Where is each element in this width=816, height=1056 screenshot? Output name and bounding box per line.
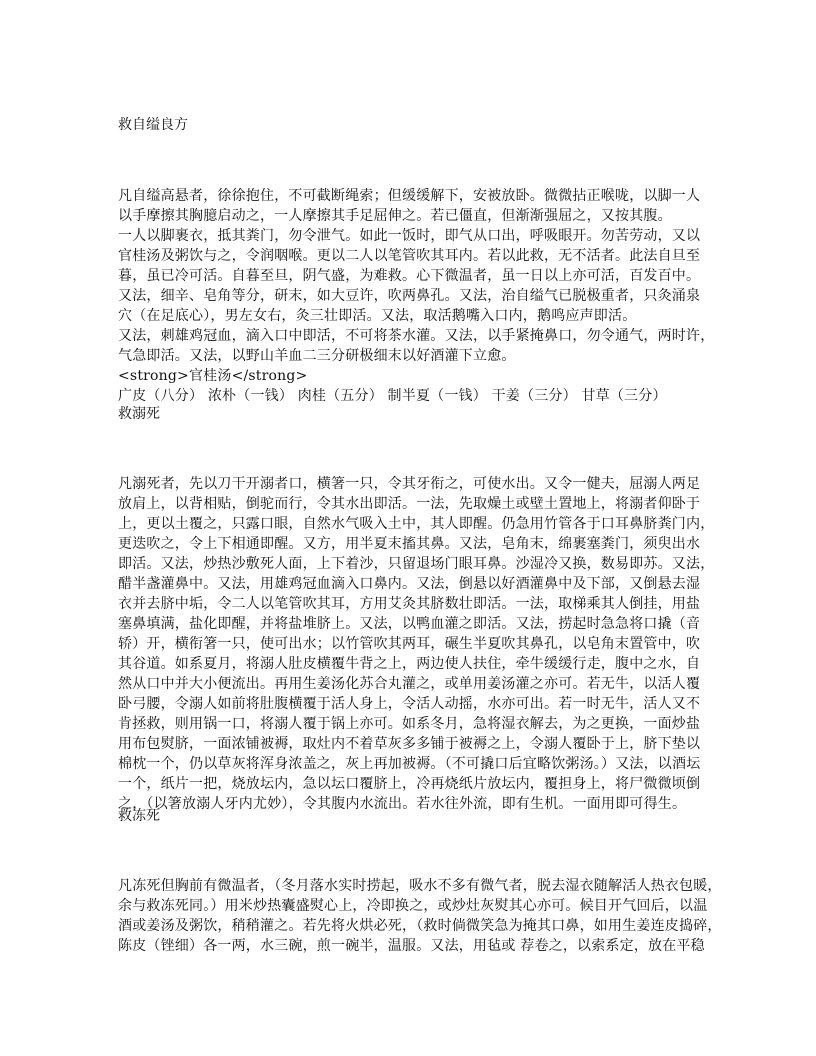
text-line: 衣并去脐中垢，令二人以笔管吹其耳，方用艾灸其脐数壮即活。一法，取梯乘其人倒挂，用盐	[118, 596, 701, 612]
text-line: 又法，刺雄鸡冠血，滴入口中即活，不可将茶水灌。又法，以手紧掩鼻口，勿令通气，两时许，	[118, 328, 715, 344]
text-line: 暮，虽已冷可活。自暮至旦，阴气盛，为难救。心下微温者，虽一日以上亦可活，百发百中。	[118, 268, 701, 284]
section-title-drowning-rescue: 救溺死	[118, 406, 160, 422]
text-line: 气急即活。又法，以野山羊血二三分研极细末以好酒灌下立愈。	[118, 348, 516, 364]
section-title-hanging-rescue: 救自缢良方	[118, 117, 188, 133]
section-body-hanging-rescue	[118, 186, 715, 406]
text-line: 棉枕一个，仍以草灰将浑身浓盖之，灰上再加被褥。（不可撬口后宜略饮粥汤。）又法，以酒坛	[118, 756, 701, 772]
text-line: 余与救冻死同。）用米炒热囊盛熨心上，冷即换之，或炒灶灰熨其心亦可。候目开气回后，以温	[118, 898, 708, 914]
text-line: 一人以脚裹衣，抵其粪门，勿令泄气。如此一饭时，即气从口出，呼吸眼开。勿苦劳动，又以	[118, 228, 701, 244]
text-line: 官桂汤及粥饮与之，令润咽喉。更以二人以笔管吹其耳内。若以此救，无不活者。此法自旦至	[118, 248, 701, 264]
text-line: 又法，细辛、皂角等分，研末，如大豆许，吹两鼻孔。又法，治自缢气已脱极重者，只灸涌泉	[118, 288, 701, 304]
text-line: 凡自缢高悬者，徐徐抱住，不可截断绳索；但缓缓解下，安被放卧。微微拈正喉咙，以脚一人	[118, 188, 701, 204]
text-line: 一个，纸片一把，烧放坛内，急以坛口覆脐上，冷再烧纸片放坛内，覆担身上，将尸微微顷倒	[118, 776, 701, 792]
text-line: 凡溺死者，先以刀干开溺者口，横箸一只，令其牙衔之，可使水出。又令一健夫，屈溺人两足	[118, 476, 701, 492]
text-line: 放肩上，以背相贴，倒驼而行，令其水出即活。一法，先取燥土或壁土置地上，将溺者仰卧于	[118, 496, 701, 512]
text-line: 之，（以箸放溺人牙内尤妙），令其腹内水流出。若水往外流，即有生机。一面用即可得生。	[118, 796, 687, 812]
text-line: 凡冻死但胸前有微温者，（冬月落水实时捞起，吸水不多有微气者，脱去湿衣随解活人热衣包暖，	[118, 878, 722, 894]
text-line: 更迭吹之，令上下相通即醒。又方，用半夏末搐其鼻。又法，皂角末，绵裹塞粪门，须臾出水	[118, 536, 701, 552]
section-body-drowning-rescue	[118, 474, 715, 814]
section-title-freezing-rescue: 救冻死	[118, 808, 160, 824]
text-line: 即活。又法，炒热沙敷死人面，上下着沙，只留退场门眼耳鼻。沙湿冷又换，数易即苏。又法，	[118, 556, 715, 572]
text-line: 塞鼻填满，盐化即醒，并将盐堆脐上。又法，以鸭血灌之即活。又法，捞起时急急将口撬（音	[118, 616, 701, 632]
text-line: 陈皮（锉细）各一两，水三碗，煎一碗半，温服。又法，用毡或 荐卷之，以索系定，放在平稳	[118, 938, 705, 954]
section-body-freezing-rescue	[118, 876, 722, 956]
text-line: 酒或姜汤及粥饮，稍稍灌之。若先将火烘必死，（救时倘微笑急为掩其口鼻，如用生姜连皮捣碎，	[118, 918, 722, 934]
text-line: 以手摩擦其胸臆启动之，一人摩擦其手足屈伸之。若已僵直，但渐渐强屈之，又按其腹。	[118, 208, 672, 224]
text-line: 穴（在足底心），男左女右，灸三壮即活。又法，取活鹅嘴入口内，鹅鸣应声即活。	[118, 308, 637, 324]
text-line: 其谷道。如系夏月，将溺人肚皮横覆牛背之上，两边使人扶住，牵牛缓缓行走，腹中之水，自	[118, 656, 701, 672]
text-line: 用布包熨脐，一面浓铺被褥，取灶内不着草灰多多铺于被褥之上，令溺人覆卧于上，脐下垫以	[118, 736, 701, 752]
text-line: 然从口中并大小便流出。再用生姜汤化苏合丸灌之，或单用姜汤灌之亦可。若无牛，以活人覆	[118, 676, 701, 692]
recipe-ingredients: 广皮（八分） 浓朴（一钱） 肉桂（五分） 制半夏（一钱） 干姜（三分） 甘草（三分）	[118, 388, 667, 404]
text-line: 轿）开，横衔箸一只，使可出水；以竹管吹其两耳，碾生半夏吹其鼻孔，以皂角末置管中，吹	[118, 636, 701, 652]
recipe-heading-raw-markup: <strong>官桂汤</strong>	[118, 368, 308, 384]
text-line: 醋半盏灌鼻中。又法，用雄鸡冠血滴入口鼻内。又法，倒悬以好酒灌鼻中及下部，又倒悬去湿	[118, 576, 701, 592]
text-line: 卧弓腰，令溺人如前将肚腹横覆于活人身上，令活人动摇，水亦可出。若一时无牛，活人又不	[118, 696, 701, 712]
text-line: 肯拯救，则用锅一口，将溺人覆于锅上亦可。如系冬月，急将湿衣解去，为之更换，一面炒盐	[118, 716, 701, 732]
text-line: 上，更以土覆之，只露口眼，自然水气吸入土中，其人即醒。仍急用竹管各于口耳鼻脐粪门内，	[118, 516, 715, 532]
